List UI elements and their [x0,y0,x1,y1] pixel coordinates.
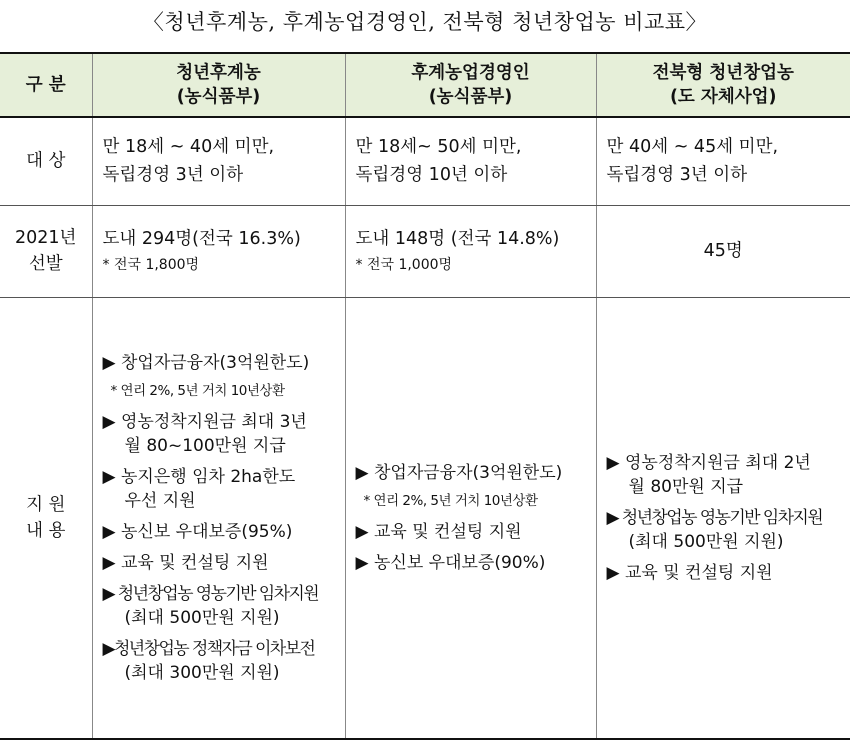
cell-support-col2 [345,297,596,739]
support-item: ▶ 교육 및 컨설팅 지원 [102,552,269,573]
support-item: ▶ 영농정착지원금 최대 3년 월 80~100만원 지급 [102,411,307,456]
cell-selection-col1: 도내 294명(전국 16.3%) * 전국 1,800명 [92,205,345,297]
row-label-support: 지 원 내 용 [0,297,92,739]
support-item: ▶ 창업자금융자(3억원한도) [355,462,563,483]
cell-selection-col3: 45명 [596,205,850,297]
support-item: ▶ 농신보 우대보증(95%) [102,521,293,542]
support-item: ▶ 농지은행 임차 2ha한도 우선 지원 [102,466,296,511]
row-support [0,297,850,739]
header-youth-successor: 청년후계농 (농식품부) [92,53,345,117]
header-jeonbuk-youth: 전북형 청년창업농 (도 자체사업) [596,53,850,117]
support-item: ▶ 교육 및 컨설팅 지원 [355,521,522,542]
cell-support-col3 [596,297,850,739]
page-title: 〈청년후계농, 후계농업경영인, 전북형 청년창업농 비교표〉 [142,10,708,34]
support-item: ▶ 창업자금융자(3억원한도) [102,352,310,373]
support-item: ▶ 청년창업농 영농기반 임차지원 (최대 500만원 지원) [102,583,319,628]
row-label-selection: 2021년 선발 [0,205,92,297]
cell-target-col3: 만 40세 ~ 45세 미만, 독립경영 3년 이하 [596,117,850,205]
comparison-table [0,52,850,740]
row-selection [0,205,850,297]
row-target [0,117,850,205]
cell-selection-col2: 도내 148명 (전국 14.8%) * 전국 1,000명 [345,205,596,297]
support-item: ▶ 청년창업농 영농기반 임차지원 (최대 500만원 지원) [606,507,823,552]
support-item: ▶ 영농정착지원금 최대 2년 월 80만원 지급 [606,452,811,497]
support-note: * 연리 2%, 5년 거치 10년상환 [110,382,285,399]
cell-target-col1: 만 18세 ~ 40세 미만, 독립경영 3년 이하 [92,117,345,205]
support-item: ▶청년창업농 정책자금 이차보전 (최대 300만원 지원) [102,638,315,683]
support-item: ▶ 농신보 우대보증(90%) [355,552,546,573]
header-category: 구 분 [0,53,92,117]
header-row [0,53,850,117]
support-item: ▶ 교육 및 컨설팅 지원 [606,562,773,583]
row-label-target: 대 상 [0,117,92,205]
cell-target-col2: 만 18세~ 50세 미만, 독립경영 10년 이하 [345,117,596,205]
cell-support-col1 [92,297,345,739]
support-note: * 연리 2%, 5년 거치 10년상환 [363,492,538,509]
header-successor-farmer: 후계농업경영인 (농식품부) [345,53,596,117]
